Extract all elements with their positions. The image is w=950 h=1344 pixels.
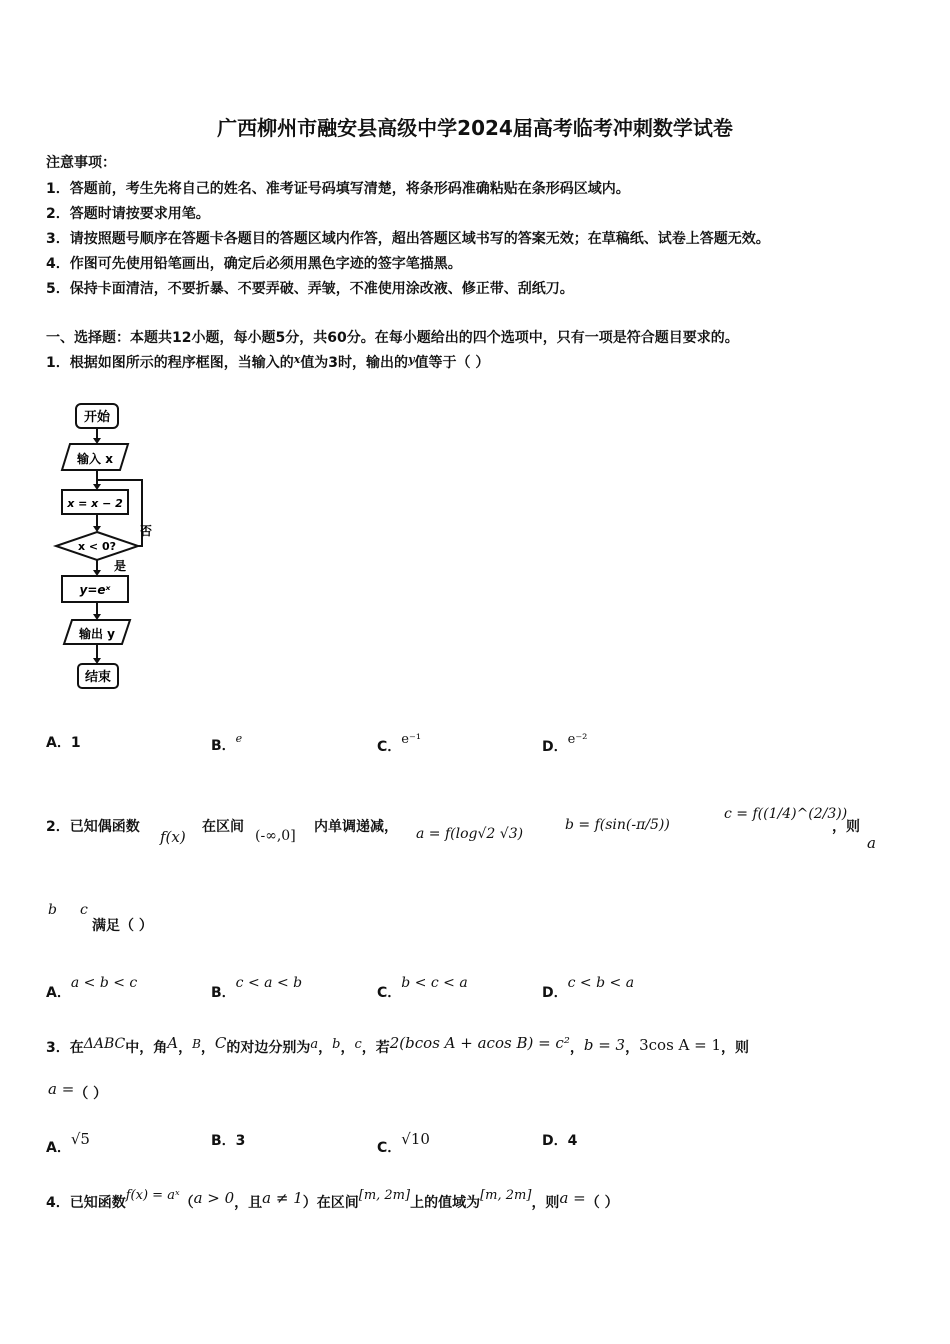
q1-var-x: x [293, 353, 301, 366]
flow-end-text: 结束 [84, 670, 112, 685]
q1-option-b[interactable]: B．$^e$ [211, 732, 243, 754]
q3-stem: 3．在ΔABC中，角A，B，C的对边分别为a，b，c，若2(bcos A + acos B) = c²，b = 3，3cos A = 1，则 [46, 1034, 750, 1056]
q3-option-a[interactable]: A．√5 [46, 1130, 90, 1156]
q2-interval: (-∞,0] [255, 828, 296, 844]
flow-input-text: 输入 x [77, 452, 113, 466]
q3-ask: a =（ ） [48, 1080, 108, 1102]
q2-option-c[interactable]: C．b < c < a [377, 975, 468, 1001]
flow-calc-text: y=eˣ [79, 583, 111, 597]
notice-item-4: 4．作图可先使用铅笔画出，确定后必须用黑色字迹的签字笔描黑。 [46, 256, 462, 272]
q2-text-d: ，则 [832, 819, 860, 835]
flow-cond-text: x < 0? [77, 540, 117, 553]
q2-text-a: 2．已知偶函数 [46, 819, 140, 835]
q2-option-b[interactable]: B．c < a < b [211, 975, 303, 1001]
q2-option-a[interactable]: A．a < b < c [46, 975, 138, 1001]
notice-item-5: 5．保持卡面清洁，不要折暴、不要弄破、弄皱，不准使用涂改液、修正带、刮纸刀。 [46, 281, 574, 297]
q2-var-b: b [48, 902, 57, 918]
q4-fx: f(x) = aˣ [125, 1188, 180, 1203]
q1-stem [46, 352, 489, 372]
flow-assign-text: x = x − 2 [67, 497, 123, 510]
q3-eq3: 3cos A = 1 [639, 1036, 722, 1054]
q2-text-b: 在区间 [202, 819, 244, 835]
q1-text-c: 值等于（ ） [414, 355, 490, 371]
q2-c-def: c = f((1/4)^(2/3)) [724, 806, 848, 822]
q2-a-def: a = f(log√2 √3) [416, 826, 524, 842]
flow-start-text: 开始 [83, 410, 111, 425]
q2-option-d[interactable]: D．c < b < a [542, 975, 635, 1001]
q3-option-b[interactable]: B．3 [211, 1133, 246, 1149]
notice-heading: 注意事项： [46, 155, 116, 171]
q2-var-c: c [80, 902, 88, 918]
q2-b-def: b = f(sin(-π/5)) [565, 817, 670, 833]
q3-eq1: 2(bcos A + acos B) = c² [389, 1034, 570, 1052]
q1-var-y: y [408, 353, 415, 366]
q1-option-d[interactable]: D．e⁻² [542, 732, 588, 755]
notice-item-2: 2．答题时请按要求用笔。 [46, 206, 210, 222]
flow-output-text: 输出 y [78, 627, 116, 641]
q3-triangle: ΔABC [83, 1036, 126, 1052]
q1-option-c[interactable]: C．e⁻¹ [377, 732, 422, 755]
flow-no-label: 否 [139, 524, 153, 538]
q1-flowchart [50, 398, 160, 698]
q1-text-b: 值为3时，输出的 [300, 355, 409, 371]
q2-text-c: 内单调递减， [314, 819, 398, 835]
q2-text-e: 满足（ ） [92, 918, 153, 934]
section-heading: 一、选择题：本题共12小题，每小题5分，共60分。在每小题给出的四个选项中，只有一项是符合题目要求的。 [46, 330, 739, 346]
q2-var-a: a [867, 834, 876, 852]
q2-fx: f(x) [160, 828, 186, 846]
q1-option-a[interactable]: A．1 [46, 735, 81, 751]
notice-item-3: 3．请按照题号顺序在答题卡各题目的答题区域内作答，超出答题区域书写的答案无效；在草稿纸、试卷上答题无效。 [46, 231, 770, 247]
q3-option-c[interactable]: C．√10 [377, 1130, 430, 1156]
notice-item-1: 1．答题前，考生先将自己的姓名、准考证号码填写清楚，将条形码准确粘贴在条形码区域内。 [46, 181, 630, 197]
flow-yes-label: 是 [113, 559, 127, 573]
page-title: 广西柳州市融安县高级中学2024届高考临考冲刺数学试卷 [217, 116, 733, 140]
q1-text-a: 1．根据如图所示的程序框图，当输入的 [46, 355, 294, 371]
q3-option-d[interactable]: D．4 [542, 1133, 578, 1149]
q4-stem: 4．已知函数f(x) = aˣ（a > 0，且a ≠ 1）在区间[m, 2m]上的值域为[m, 2m]，则a =（ ） [46, 1188, 619, 1211]
q3-eq2: b = 3 [583, 1036, 626, 1054]
